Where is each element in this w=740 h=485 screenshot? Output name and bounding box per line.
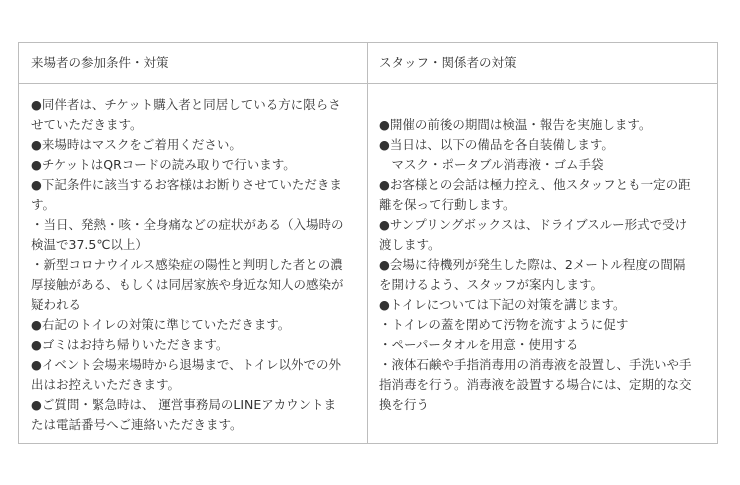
staff-line: ●トイレについては下記の対策を講じます。 [379, 297, 626, 312]
visitor-line: 疑われる [31, 297, 82, 312]
staff-line: を開けるよう、スタッフが案内します。 [379, 277, 604, 292]
visitor-line: ●ご質問・緊急時は、 運営事務局のLINEアカウントま [31, 397, 337, 412]
staff-measures-cell [379, 115, 709, 415]
staff-line: ●お客様との会話は極力控え、他スタッフとも一定の距 [379, 177, 691, 192]
header-staff-measures: スタッフ・関係者の対策 [379, 55, 517, 70]
staff-line: 渡します。 [379, 237, 441, 252]
staff-line: 指消毒を行う。消毒液を設置する場合には、定期的な交 [379, 377, 692, 392]
staff-line: ●会場に待機列が発生した際は、2メートル程度の間隔 [379, 257, 686, 272]
staff-line: ●当日は、以下の備品を各自装備します。 [379, 137, 614, 152]
measures-table [18, 42, 718, 444]
visitor-line: ●イベント会場来場時から退場まで、トイレ以外での外 [31, 357, 342, 372]
visitor-line: ●同伴者は、チケット購入者と同居している方に限らさ [31, 97, 341, 112]
staff-line: ・トイレの蓋を閉めて汚物を流すように促す [379, 317, 629, 332]
visitor-line: ●右記のトイレの対策に準じていただきます。 [31, 317, 291, 332]
staff-line: 離を保って行動します。 [379, 197, 516, 212]
visitor-line: ・新型コロナウイルス感染症の陽性と判明した者との濃 [31, 257, 343, 272]
visitor-line: 出はお控えいただきます。 [31, 377, 181, 392]
staff-line: 換を行う [379, 397, 430, 412]
column-divider [367, 43, 368, 443]
header-divider [19, 83, 717, 84]
visitor-line: せていただきます。 [31, 117, 143, 132]
visitor-line: たは電話番号へご連絡いただきます。 [31, 417, 243, 432]
visitor-line: ●来場時はマスクをご着用ください。 [31, 137, 242, 152]
visitor-line: 検温で37.5℃以上） [31, 237, 148, 252]
visitor-line: 厚接触がある、もしくは同居家族や身近な知人の感染が [31, 277, 344, 292]
visitor-line: ・当日、発熱・咳・全身痛などの症状がある（入場時の [31, 217, 344, 232]
staff-line: ・液体石鹸や手指消毒用の消毒液を設置し、手洗いや手 [379, 357, 692, 372]
staff-line: マスク・ポータブル消毒液・ゴム手袋 [379, 157, 604, 172]
header-visitor-measures: 来場者の参加条件・対策 [31, 55, 169, 70]
visitor-line: ●下記条件に該当するお客様はお断りさせていただきま [31, 177, 342, 192]
staff-line: ・ペーパータオルを用意・使用する [379, 337, 579, 352]
visitor-line: ●ゴミはお持ち帰りいただきます。 [31, 337, 229, 352]
staff-line: ●開催の前後の期間は検温・報告を実施します。 [379, 117, 652, 132]
visitor-line: す。 [31, 197, 56, 212]
visitor-measures-cell [31, 95, 359, 435]
staff-line: ●サンプリングボックスは、ドライブスルー形式で受け [379, 217, 688, 232]
visitor-line: ●チケットはQRコードの読み取りで行います。 [31, 157, 296, 172]
